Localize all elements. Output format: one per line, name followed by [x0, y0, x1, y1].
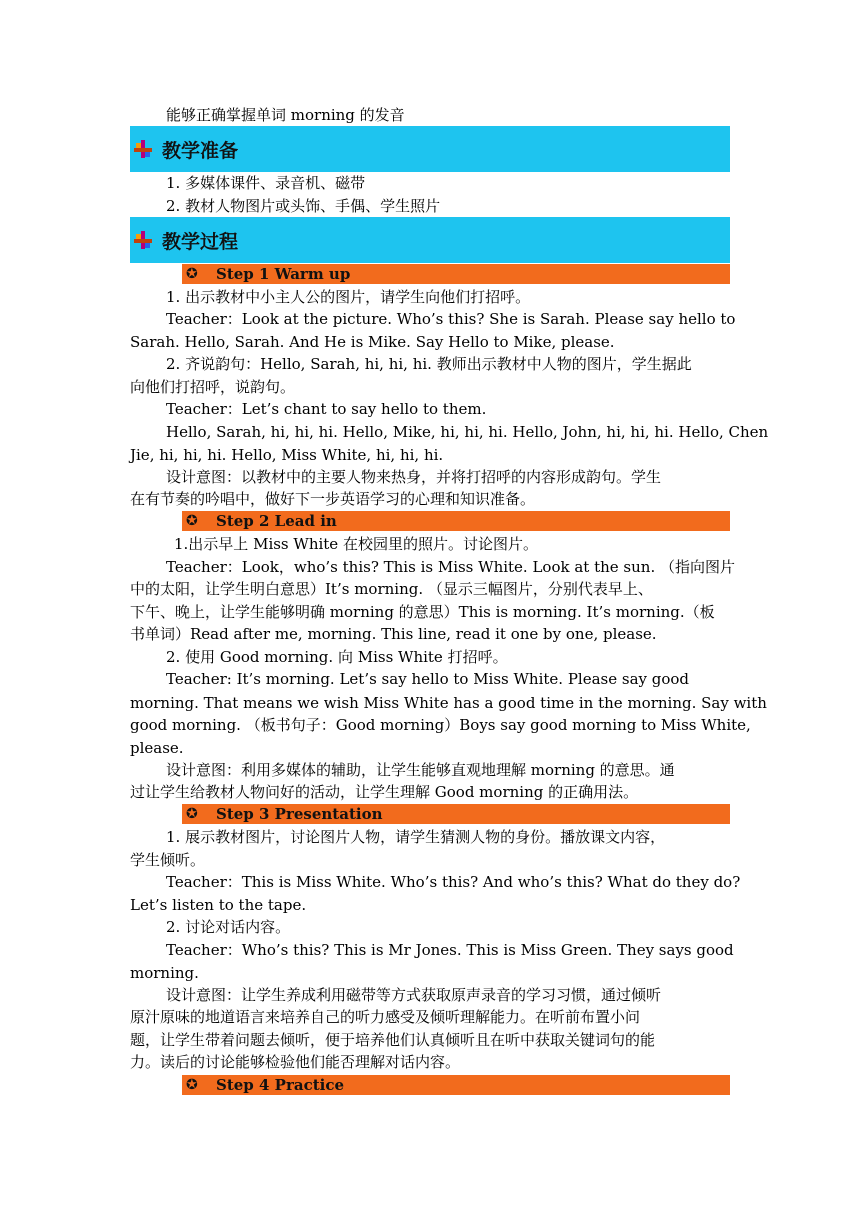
star-icon: ✪: [186, 513, 198, 529]
step-3-line: Teacher：Who’s this? This is Mr Jones. This is Miss Green. They says good: [166, 941, 734, 959]
step-1-line: 设计意图：以教材中的主要人物来热身，并将打招呼的内容形成韵句。学生: [166, 468, 662, 486]
step-3-line: Teacher：This is Miss White. Who’s this? And who’s this? What do they do?: [166, 873, 741, 891]
step-2-line: 设计意图：利用多媒体的辅助，让学生能够直观地理解 morning 的意思。通: [166, 761, 675, 779]
step-2-line: Teacher：Look，who’s this? This is Miss White. Look at the sun. （指向图片: [166, 558, 735, 576]
star-icon: ✪: [186, 806, 198, 822]
step-2-line: 书单词）Read after me, morning. This line, read it one by one, please.: [130, 625, 657, 643]
star-icon: ✪: [186, 266, 198, 282]
step-3-bar: [182, 804, 730, 824]
step-2-line: 2. 使用 Good morning. 向 Miss White 打招呼。: [166, 648, 508, 666]
step-2-line: good morning. （板书句子：Good morning）Boys say good morning to Miss White,: [130, 716, 751, 734]
step-3-line: 1. 展示教材图片，讨论图片人物，请学生猜测人物的身份。播放课文内容，: [166, 828, 666, 846]
step-4-bar: [182, 1075, 730, 1095]
step-2-bar: [182, 511, 730, 531]
step-1-label: Step 1 Warm up: [216, 265, 351, 283]
step-3-line: 2. 讨论对话内容。: [166, 918, 291, 936]
step-1-line: Teacher：Look at the picture. Who’s this? She is Sarah. Please say hello to: [166, 310, 736, 328]
step-2-line: please.: [130, 739, 184, 757]
step-2-label: Step 2 Lead in: [216, 512, 337, 530]
step-3-line: Let’s listen to the tape.: [130, 896, 307, 914]
step-3-line: 学生倾听。: [130, 851, 206, 869]
step-1-line: Hello, Sarah, hi, hi, hi. Hello, Mike, hi, hi, hi. Hello, John, hi, hi, hi. Hello, Chen: [166, 423, 769, 441]
step-2-line: 中的太阳，让学生明白意思）It’s morning. （显示三幅图片，分别代表早上、: [130, 580, 653, 598]
section-title-process: 教学过程: [162, 230, 239, 253]
book-icon: [134, 140, 152, 158]
step-1-line: Teacher：Let’s chant to say hello to them.: [166, 400, 487, 418]
step-2-line: morning. That means we wish Miss White has a good time in the morning. Say with: [130, 694, 767, 712]
step-2-line: 下午、晚上，让学生能够明确 morning 的意思）This is morning. It’s morning.（板: [130, 603, 715, 621]
step-1-line: 在有节奏的吟唱中，做好下一步英语学习的心理和知识准备。: [130, 490, 536, 508]
step-1-line: 1. 出示教材中小主人公的图片，请学生向他们打招呼。: [166, 288, 531, 306]
step-3-label: Step 3 Presentation: [216, 805, 383, 823]
prep-item-1: 1. 多媒体课件、录音机、磁带: [166, 174, 366, 192]
step-3-line: 力。读后的讨论能够检验他们能否理解对话内容。: [130, 1053, 461, 1071]
section-banner-prep: [130, 126, 730, 172]
intro-line: 能够正确掌握单词 morning 的发音: [166, 106, 405, 124]
step-1-line: 向他们打招呼，说韵句。: [130, 378, 296, 396]
section-banner-process: [130, 217, 730, 263]
section-title-prep: 教学准备: [162, 139, 239, 162]
step-1-bar: [182, 264, 730, 284]
step-3-line: morning.: [130, 964, 199, 982]
step-3-line: 原汁原味的地道语言来培养自己的听力感受及倾听理解能力。在听前布置小问: [130, 1008, 641, 1026]
star-icon: ✪: [186, 1077, 198, 1093]
step-3-line: 题，让学生带着问题去倾听，便于培养他们认真倾听且在听中获取关键词句的能: [130, 1031, 656, 1049]
step-3-line: 设计意图：让学生养成利用磁带等方式获取原声录音的学习习惯，通过倾听: [166, 986, 662, 1004]
prep-item-2: 2. 教材人物图片或头饰、手偶、学生照片: [166, 197, 441, 215]
book-icon: [134, 231, 152, 249]
step-2-line: 过让学生给教材人物问好的活动，让学生理解 Good morning 的正确用法。: [130, 783, 639, 801]
step-2-line: 1.出示早上 Miss White 在校园里的照片。讨论图片。: [174, 535, 538, 553]
step-1-line: Jie, hi, hi, hi. Hello, Miss White, hi, hi, hi.: [130, 446, 444, 464]
step-1-line: 2. 齐说韵句：Hello, Sarah, hi, hi, hi. 教师出示教材中人物的图片，学生据此: [166, 355, 692, 373]
step-4-label: Step 4 Practice: [216, 1076, 345, 1094]
step-2-line: Teacher: It’s morning. Let’s say hello to Miss White. Please say good: [166, 670, 690, 688]
step-1-line: Sarah. Hello, Sarah. And He is Mike. Say Hello to Mike, please.: [130, 333, 615, 351]
